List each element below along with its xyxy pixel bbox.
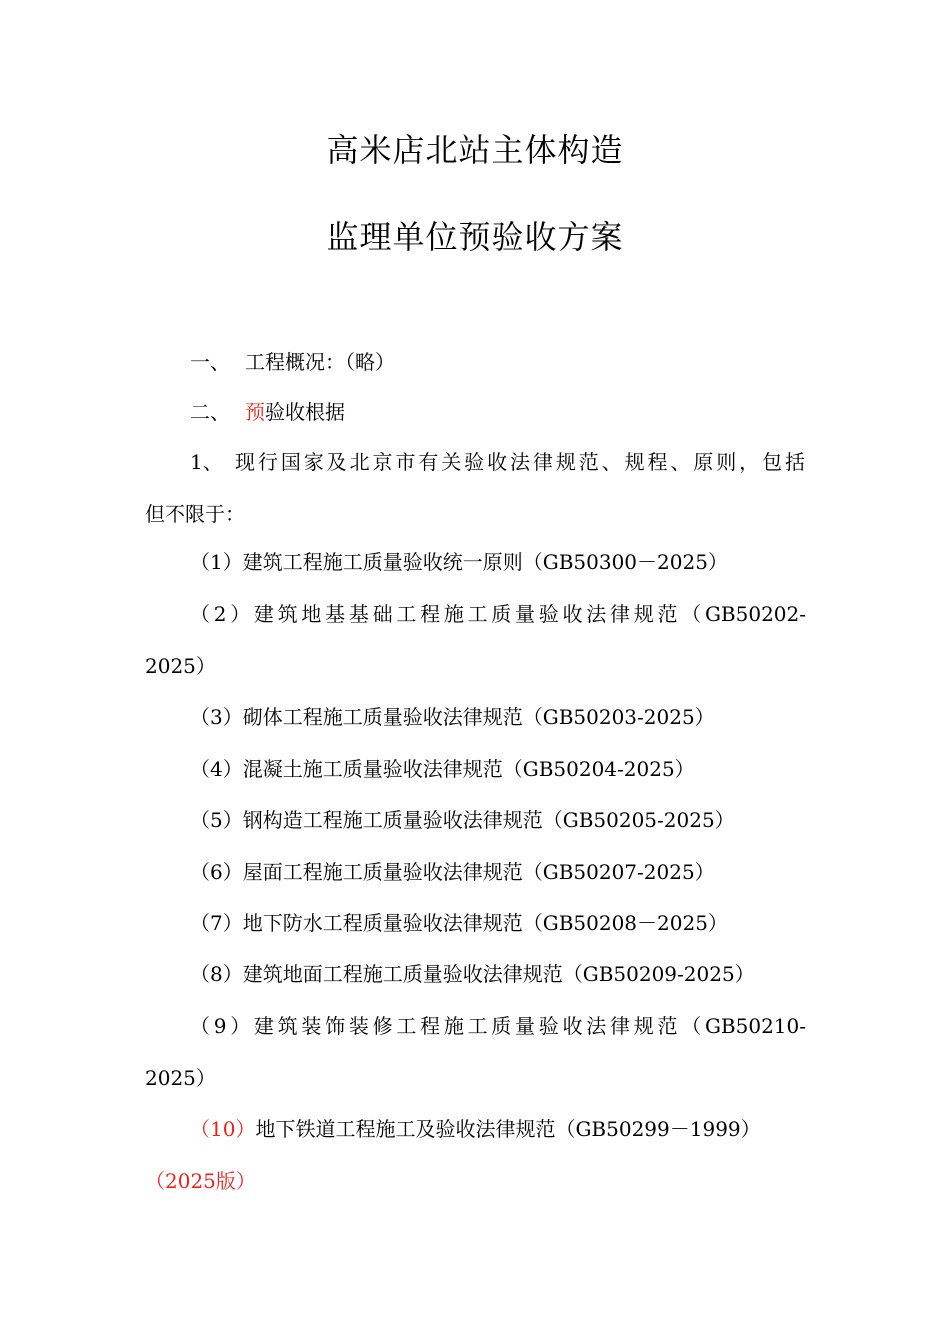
standard-item-6: （6）屋面工程施工质量验收法律规范（GB50207-2025） — [190, 860, 715, 884]
item-1-number: 1、 — [190, 450, 223, 474]
standard-item-3: （3）砌体工程施工质量验收法律规范（GB50203-2025） — [190, 705, 715, 729]
standard-item-9-continuation: 2025） — [145, 1066, 216, 1090]
section-2-number: 二、 — [190, 400, 230, 424]
standard-item-10-continuation: （2025版） — [145, 1169, 256, 1193]
document-title-line1: 高米店北站主体构造 — [326, 131, 624, 169]
standard-item-8: （8）建筑地面工程施工质量验收法律规范（GB50209-2025） — [190, 962, 755, 986]
standard-item-4: （4）混凝土施工质量验收法律规范（GB50204-2025） — [190, 757, 695, 781]
standard-item-1: （1）建筑工程施工质量验收统一原则（GB50300－2025） — [190, 550, 728, 574]
standard-item-2-continuation: 2025） — [145, 654, 216, 678]
section-1-number: 一、 — [190, 350, 230, 374]
item-1-text: 现行国家及北京市有关验收法律规范、规程、原则，包括 — [235, 450, 805, 474]
standard-item-10 — [190, 1115, 761, 1143]
standard-item-10-text: 地下铁道工程施工及验收法律规范（GB50299－1999） — [255, 1117, 761, 1141]
section-2-heading — [245, 398, 345, 426]
standard-item-10-number: （10） — [190, 1117, 256, 1141]
standard-item-7: （7）地下防水工程质量验收法律规范（GB50208－2025） — [190, 911, 728, 935]
standard-item-9: （9）建筑装饰装修工程施工质量验收法律规范（GB50210- — [190, 1014, 806, 1038]
standard-item-5: （5）钢构造工程施工质量验收法律规范（GB50205-2025） — [190, 808, 735, 832]
section-2-text: 验收根据 — [265, 400, 345, 424]
document-title-line2: 监理单位预验收方案 — [326, 218, 624, 256]
section-2-highlight: 预 — [245, 400, 265, 424]
item-1-continuation: 但不限于： — [145, 502, 245, 526]
standard-item-2: （2）建筑地基基础工程施工质量验收法律规范（GB50202- — [190, 602, 806, 626]
section-1-text: 工程概况：（略） — [245, 350, 395, 374]
